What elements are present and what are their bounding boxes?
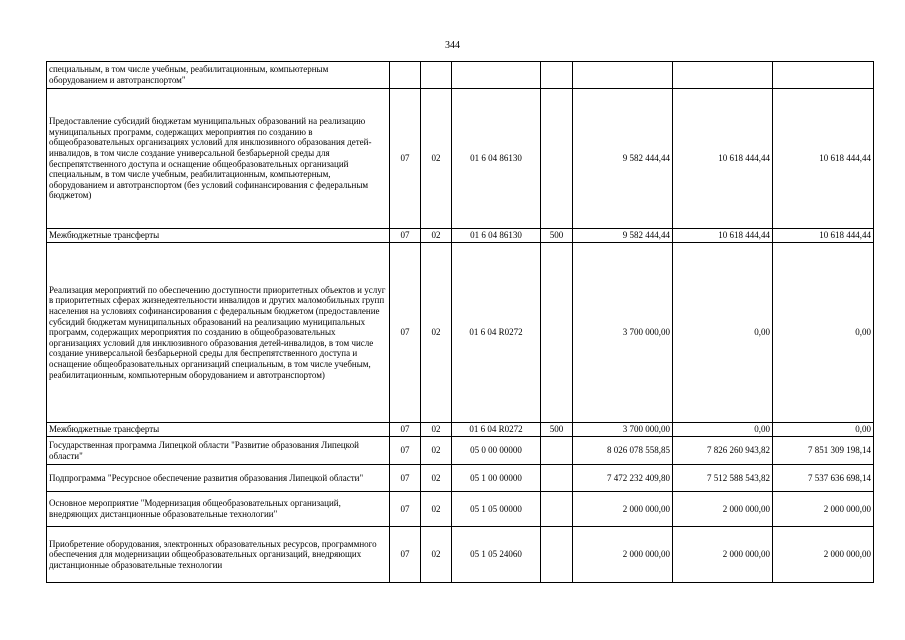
target-article-code: 01 6 04 R0272 [452, 423, 541, 437]
row-description: Государственная программа Липецкой области "Развитие образования Липецкой области" [47, 437, 390, 465]
amount-year-2: 0,00 [673, 243, 773, 423]
target-article-code: 05 1 05 24060 [452, 527, 541, 583]
table-row [47, 243, 874, 423]
row-description: Межбюджетные трансферты [47, 229, 390, 243]
subsection-code: 02 [421, 423, 452, 437]
row-description: Основное мероприятие "Модернизация общеобразовательных организаций, внедряющих дистанционные образовательные технологии" [47, 492, 390, 527]
subsection-code: 02 [421, 527, 452, 583]
section-code: 07 [390, 437, 421, 465]
amount-year-3: 0,00 [773, 423, 874, 437]
amount-year-1: 8 026 078 558,85 [573, 437, 673, 465]
amount-year-1: 7 472 232 409,80 [573, 465, 673, 492]
expense-type-code: 500 [541, 229, 573, 243]
row-description: Предоставление субсидий бюджетам муниципальных образований на реализацию муниципальных программ, содержащих мероприятия по созданию в общеобразовательных организациях условий для инклюзивного образования детей-инвалидов, в том числе создание универсальной безбарьерной среды для беспрепятственного доступа и оснащение общеобразовательных организаций специальным, в том числе учебным, реабилитационным, компьютерным, оборудованием и автотранспортом (без условий софинансирования с федеральным бюджетом) [47, 89, 390, 229]
row-description: специальным, в том числе учебным, реабилитационным, компьютерным оборудованием и автотранспортом" [47, 62, 390, 89]
target-article-code: 05 0 00 00000 [452, 437, 541, 465]
amount-year-2 [673, 62, 773, 89]
amount-year-3: 2 000 000,00 [773, 492, 874, 527]
amount-year-1: 2 000 000,00 [573, 527, 673, 583]
amount-year-2: 0,00 [673, 423, 773, 437]
row-description: Межбюджетные трансферты [47, 423, 390, 437]
amount-year-3: 10 618 444,44 [773, 229, 874, 243]
page-number: 344 [445, 40, 460, 51]
section-code: 07 [390, 243, 421, 423]
amount-year-1: 2 000 000,00 [573, 492, 673, 527]
amount-year-1: 3 700 000,00 [573, 243, 673, 423]
expense-type-code [541, 527, 573, 583]
table-row [47, 492, 874, 527]
table-row [47, 465, 874, 492]
table-row [47, 62, 874, 89]
amount-year-3: 10 618 444,44 [773, 89, 874, 229]
amount-year-1: 9 582 444,44 [573, 229, 673, 243]
amount-year-2: 7 512 588 543,82 [673, 465, 773, 492]
subsection-code: 02 [421, 492, 452, 527]
budget-table [46, 61, 874, 583]
table-row [47, 89, 874, 229]
expense-type-code [541, 89, 573, 229]
subsection-code: 02 [421, 229, 452, 243]
target-article-code: 01 6 04 86130 [452, 89, 541, 229]
amount-year-3: 7 537 636 698,14 [773, 465, 874, 492]
amount-year-2: 2 000 000,00 [673, 492, 773, 527]
expense-type-code [541, 62, 573, 89]
row-description: Приобретение оборудования, электронных образовательных ресурсов, программного обеспечения для модернизации общеобразовательных организаций, внедряющих дистанционные образовательные технологии [47, 527, 390, 583]
amount-year-3: 7 851 309 198,14 [773, 437, 874, 465]
table-row [47, 229, 874, 243]
row-description: Подпрограмма "Ресурсное обеспечение развития образования Липецкой области" [47, 465, 390, 492]
amount-year-3 [773, 62, 874, 89]
section-code: 07 [390, 492, 421, 527]
amount-year-2: 10 618 444,44 [673, 89, 773, 229]
expense-type-code [541, 243, 573, 423]
amount-year-3: 0,00 [773, 243, 874, 423]
target-article-code: 05 1 00 00000 [452, 465, 541, 492]
amount-year-1: 3 700 000,00 [573, 423, 673, 437]
subsection-code: 02 [421, 89, 452, 229]
row-description: Реализация мероприятий по обеспечению доступности приоритетных объектов и услуг в приоритетных сферах жизнедеятельности инвалидов и других маломобильных групп населения на условиях софинансирования с федеральным бюджетом (предоставление субсидий бюджетам муниципальных образований на реализацию муниципальных программ, содержащих мероприятия по созданию в общеобразовательных организациях условий для инклюзивного образования детей-инвалидов, в том числе создание универсальной безбарьерной среды для беспрепятственного доступа и оснащение общеобразовательных организаций специальным, в том числе учебным, реабилитационным, компьютерным оборудованием и автотранспортом) [47, 243, 390, 423]
section-code: 07 [390, 423, 421, 437]
section-code [390, 62, 421, 89]
target-article-code [452, 62, 541, 89]
amount-year-1: 9 582 444,44 [573, 89, 673, 229]
table-row [47, 437, 874, 465]
section-code: 07 [390, 229, 421, 243]
section-code: 07 [390, 465, 421, 492]
amount-year-2: 2 000 000,00 [673, 527, 773, 583]
subsection-code: 02 [421, 243, 452, 423]
table-row [47, 527, 874, 583]
expense-type-code [541, 437, 573, 465]
table-row [47, 423, 874, 437]
amount-year-2: 7 826 260 943,82 [673, 437, 773, 465]
expense-type-code [541, 465, 573, 492]
section-code: 07 [390, 527, 421, 583]
expense-type-code [541, 492, 573, 527]
subsection-code: 02 [421, 437, 452, 465]
amount-year-1 [573, 62, 673, 89]
expense-type-code: 500 [541, 423, 573, 437]
target-article-code: 01 6 04 86130 [452, 229, 541, 243]
target-article-code: 05 1 05 00000 [452, 492, 541, 527]
amount-year-3: 2 000 000,00 [773, 527, 874, 583]
amount-year-2: 10 618 444,44 [673, 229, 773, 243]
subsection-code [421, 62, 452, 89]
subsection-code: 02 [421, 465, 452, 492]
section-code: 07 [390, 89, 421, 229]
target-article-code: 01 6 04 R0272 [452, 243, 541, 423]
